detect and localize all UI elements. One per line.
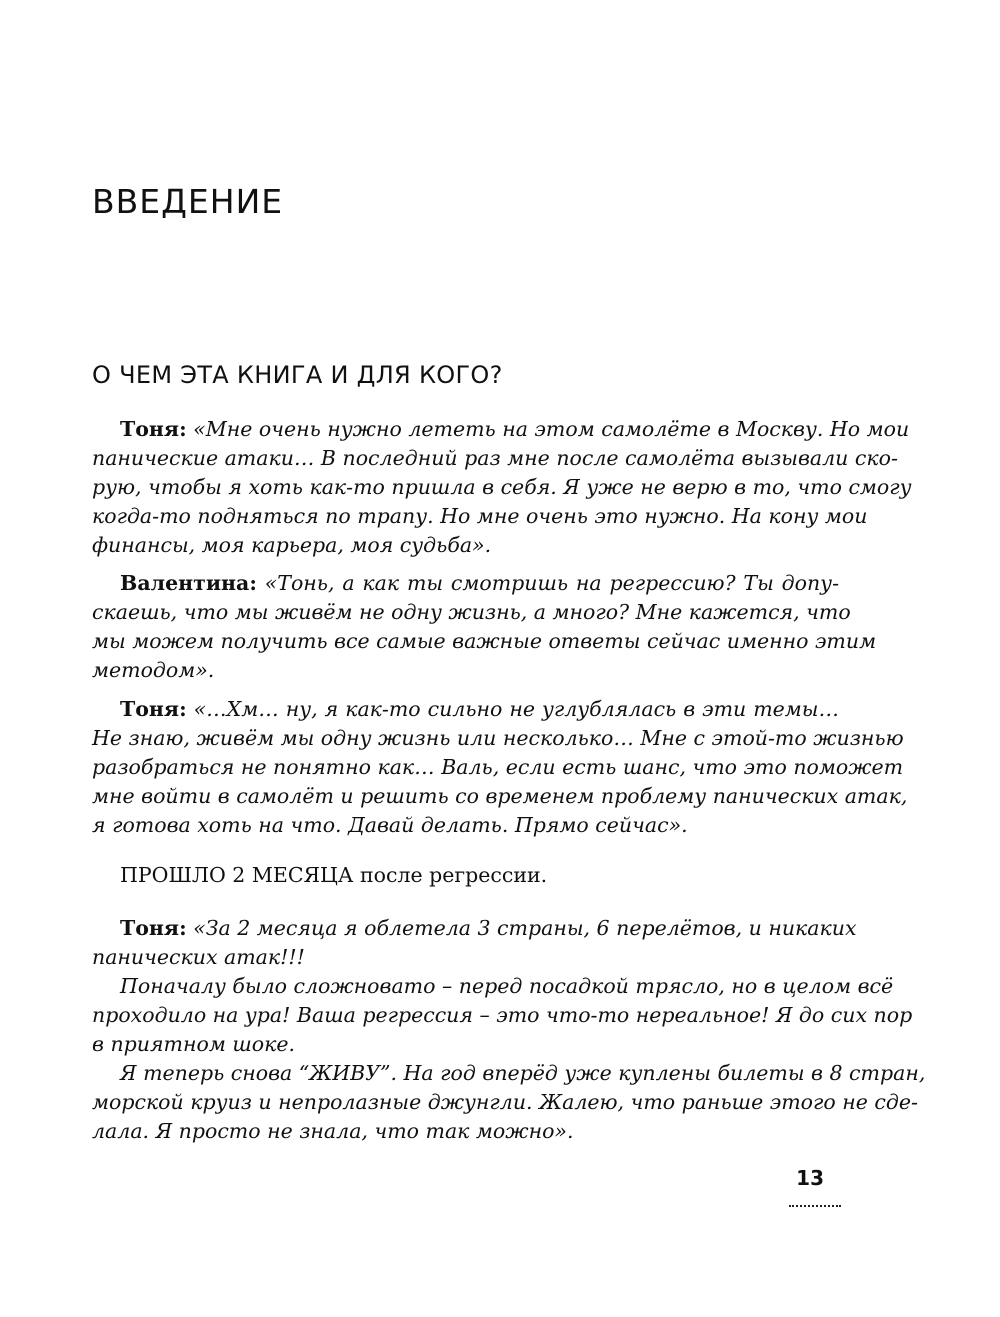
paragraph-line: рую, чтобы я хоть как-то пришла в себя. Я уже не верю в то, что смогу	[92, 475, 912, 499]
speaker-colon: :	[179, 916, 187, 940]
speaker-name: Тоня	[120, 417, 180, 441]
paragraph-line: я готова хоть на что. Давай делать. Прямо сейчас».	[92, 813, 688, 837]
paragraph-line	[120, 568, 839, 598]
paragraph-line: разобраться не понятно как… Валь, если есть шанс, что это поможет	[92, 755, 904, 779]
paragraph-line: методом».	[92, 658, 215, 682]
paragraph-line: Не знаю, живём мы одну жизнь или несколько… Мне с этой-то жизнью	[92, 726, 904, 750]
paragraph-line: панические атаки… В последний раз мне после самолёта вызывали ско-	[92, 446, 898, 470]
page-number-dotted-rule	[789, 1205, 841, 1207]
speaker-name: Тоня	[120, 697, 180, 721]
paragraph-line: мы можем получить все самые важные ответы сейчас именно этим	[92, 629, 877, 653]
paragraph-line: панических атак!!!	[92, 945, 305, 969]
chapter-title: ВВЕДЕНИЕ	[92, 182, 284, 221]
section-title: О ЧЕМ ЭТА КНИГА И ДЛЯ КОГО?	[92, 361, 503, 389]
line-text: «За 2 месяца я облетела 3 страны, 6 перелётов, и никаких	[186, 916, 857, 940]
paragraph-line: в приятном шоке.	[92, 1032, 295, 1056]
paragraph-line: морской круиз и непролазные джунгли. Жалею, что раньше этого не сде-	[92, 1090, 918, 1114]
line-text: «…Хм… ну, я как-то сильно не углублялась в эти темы…	[186, 697, 839, 721]
speaker-name: Тоня	[120, 916, 180, 940]
paragraph-line	[120, 913, 857, 943]
paragraph-line: финансы, моя карьера, моя судьба».	[92, 533, 492, 557]
line-text: «Тонь, а как ты смотришь на регрессию? Ты допу-	[256, 571, 839, 595]
speaker-colon: :	[179, 417, 187, 441]
speaker-colon: :	[179, 697, 187, 721]
paragraph-line: Поначалу было сложновато – перед посадкой трясло, но в целом всё	[120, 974, 894, 998]
speaker-colon: :	[249, 571, 257, 595]
paragraph-line	[120, 694, 839, 724]
speaker-name: Валентина	[120, 571, 250, 595]
paragraph-line: мне войти в самолёт и решить со временем проблему панических атак,	[92, 784, 908, 808]
paragraph-line: скаешь, что мы живём не одну жизнь, а много? Мне кажется, что	[92, 600, 851, 624]
paragraph-line: лала. Я просто не знала, что так можно».	[92, 1119, 574, 1143]
line-text: «Мне очень нужно лететь на этом самолёте в Москву. Но мои	[186, 417, 910, 441]
paragraph-line: когда-то подняться по трапу. Но мне очень это нужно. На кону мои	[92, 504, 868, 528]
paragraph-line: Я теперь снова “ЖИВУ”. На год вперёд уже куплены билеты в 8 стран,	[120, 1061, 926, 1085]
paragraph-line	[120, 414, 910, 444]
paragraph-line: проходило на ура! Ваша регрессия – это что-то нереальное! Я до сих пор	[92, 1003, 913, 1027]
narration-line: ПРОШЛО 2 МЕСЯЦА после регрессии.	[120, 863, 548, 887]
page-number: 13	[796, 1166, 824, 1190]
